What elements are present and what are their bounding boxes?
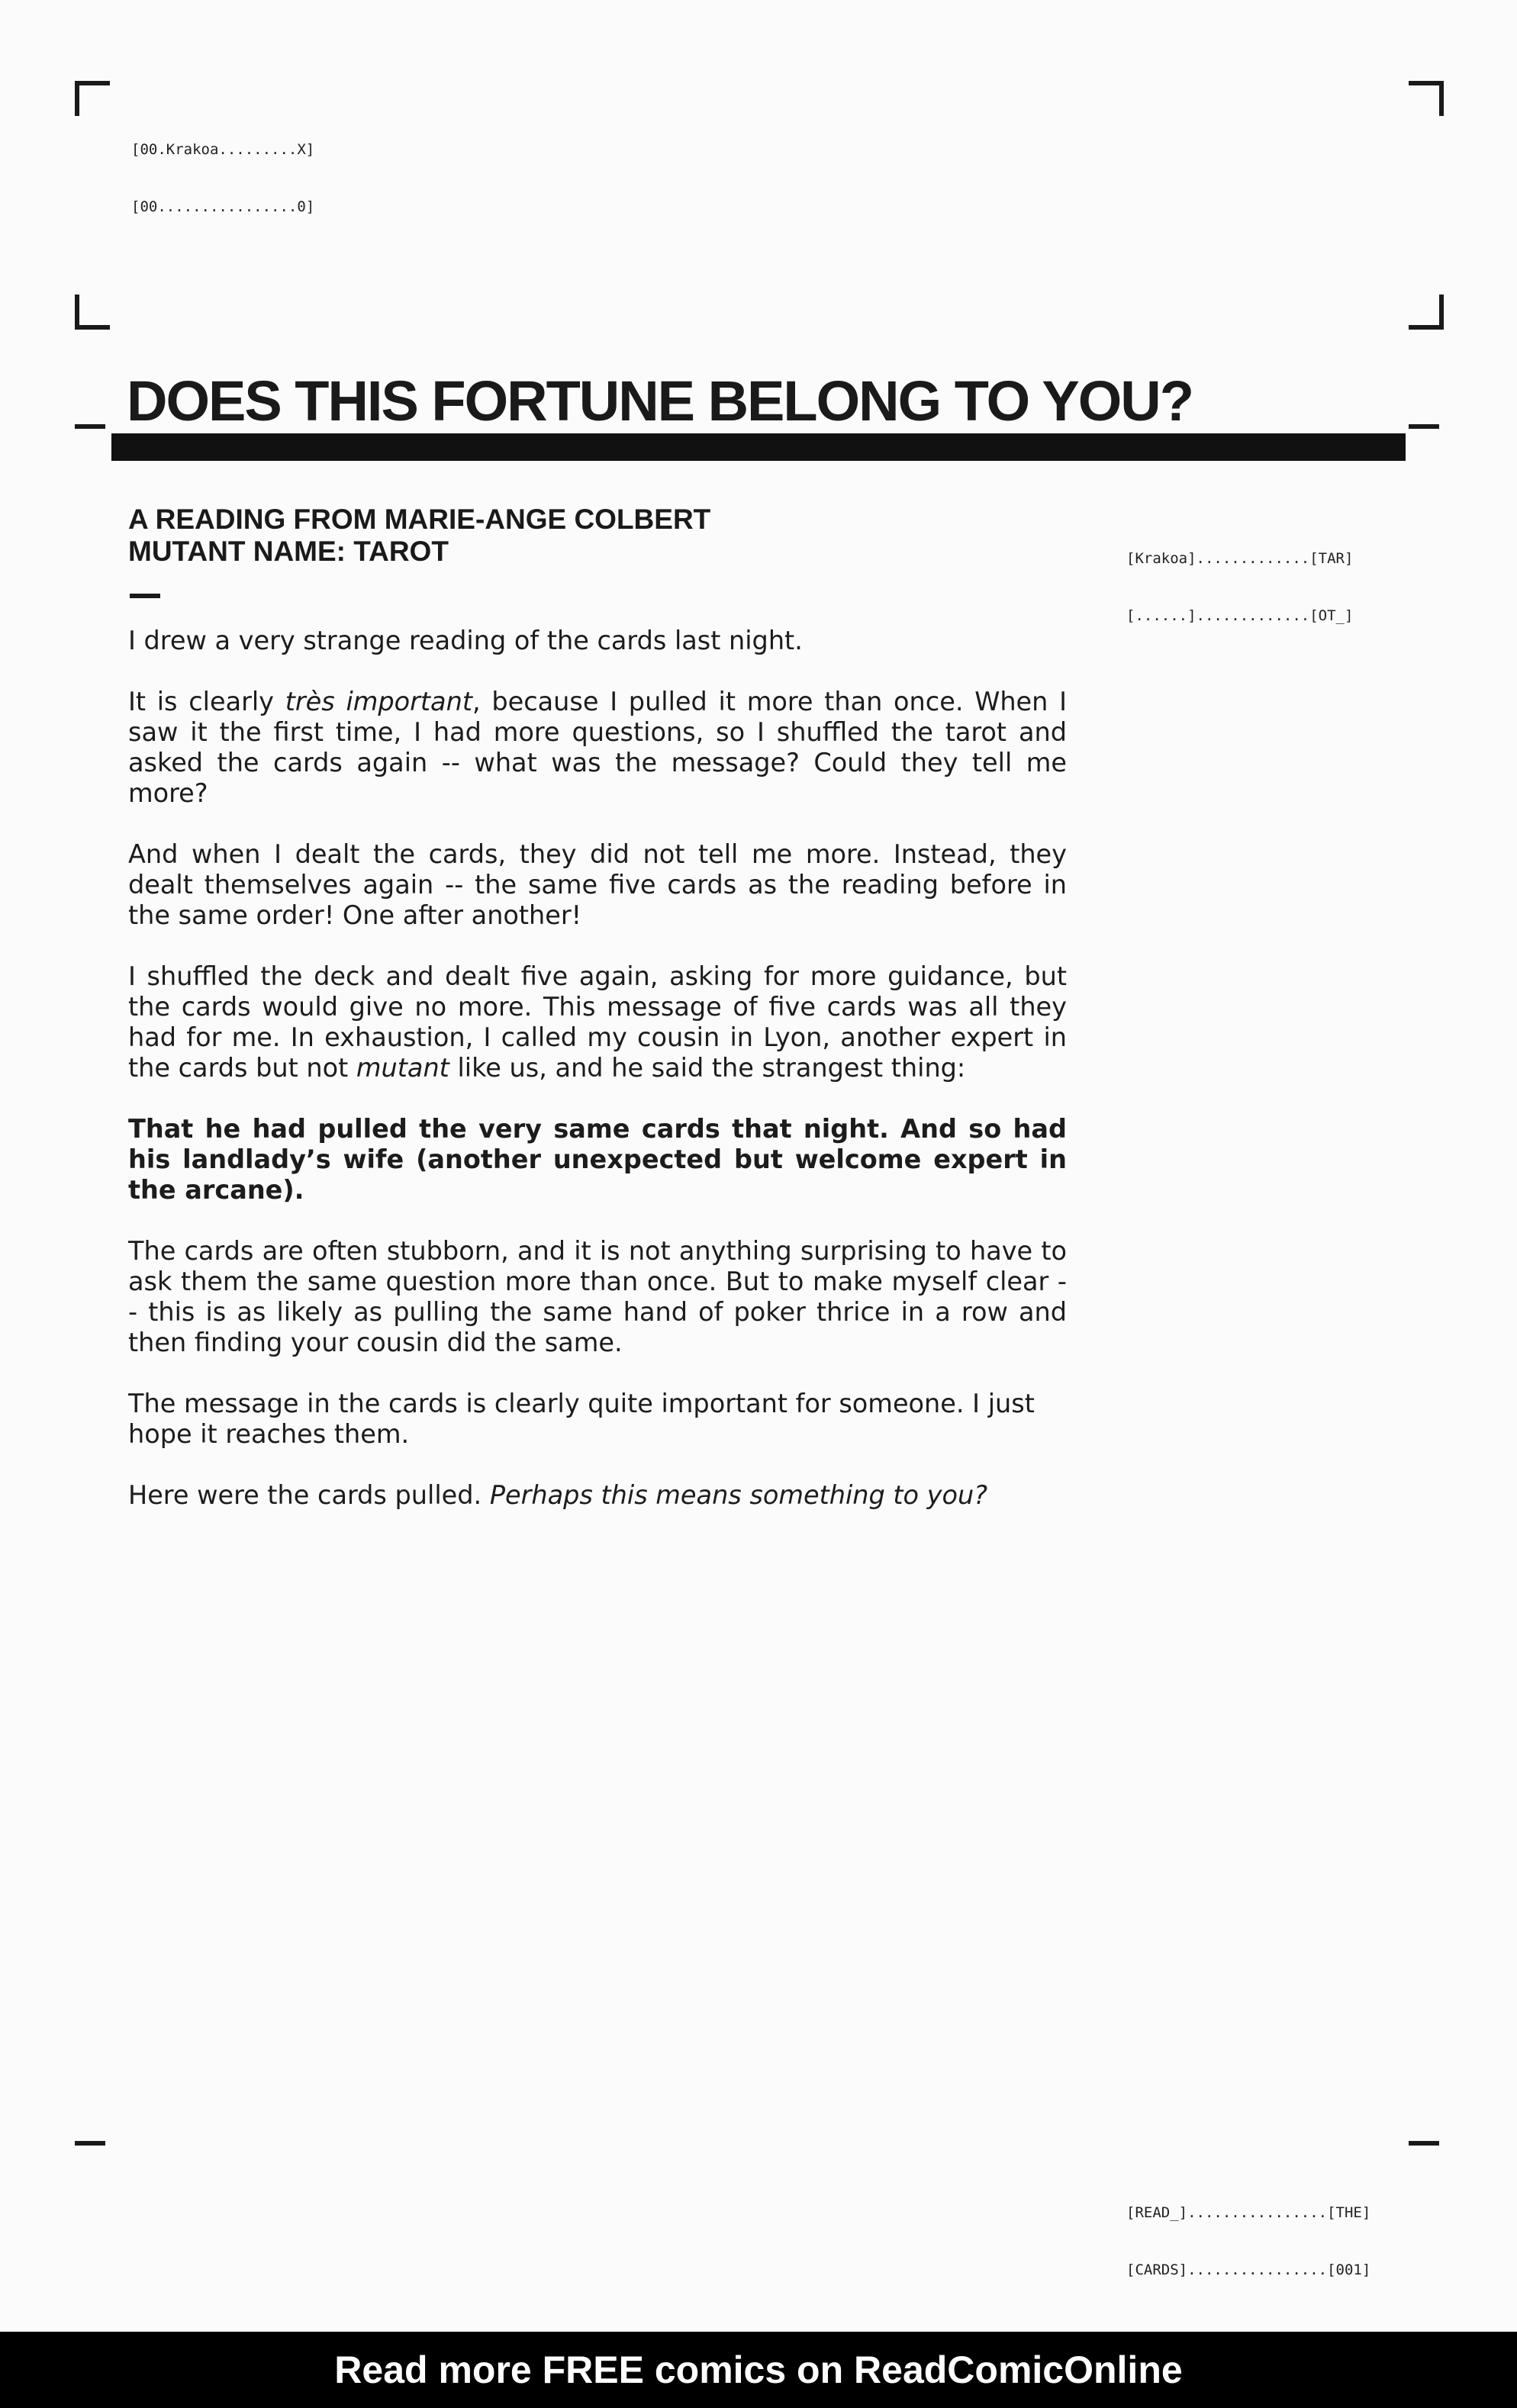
byline <box>128 504 710 568</box>
frame-dash-right-bottom <box>1409 2141 1439 2146</box>
paragraph: And when I dealt the cards, they did not tell me more. Instead, they dealt themselves again -- the same five cards as the reading before in the same order! One after another! <box>128 839 1067 930</box>
frame-dash-left-title <box>75 424 105 429</box>
paragraph: I drew a very strange reading of the cards last night. <box>128 626 803 655</box>
footer-code-line: [CARDS]................[001] <box>1126 2262 1371 2278</box>
paragraph: I shuffled the deck and dealt five again, asking for more guidance, but the cards would give no more. This message of five cards was all they had for me. In exhaustion, I called my cousin in Lyon, another expert in the cards but not mutant like us, and he said the strangest thing: <box>128 961 1067 1083</box>
frame-dash-left-bottom <box>75 2141 105 2146</box>
page-title: DOES THIS FORTUNE BELONG TO YOU? <box>127 369 1193 433</box>
frame-corner-mid-right <box>1409 295 1444 330</box>
paragraph: The message in the cards is clearly quite important for someone. I just hope it reaches them. <box>128 1389 1035 1449</box>
paragraph-bold: That he had pulled the very same cards that night. And so had his landlady’s wife (another unexpected but welcome expert in the arcane). <box>128 1114 1067 1205</box>
frame-corner-top-right <box>1409 81 1444 116</box>
byline-mutant-name: MUTANT NAME: TAROT <box>128 536 449 567</box>
section-dash <box>130 594 160 598</box>
side-code-line: [Krakoa].............[TAR] <box>1126 550 1354 567</box>
article-body <box>128 626 1067 1541</box>
header-code-line: [00.Krakoa.........X] <box>131 141 315 158</box>
title-underline-bar <box>111 433 1406 461</box>
side-code <box>1126 511 1353 645</box>
emphasis: très important <box>285 687 472 716</box>
footer-code-line: [READ_]................[THE] <box>1126 2204 1371 2221</box>
footer-code <box>1126 2165 1370 2299</box>
byline-author: A READING FROM MARIE-ANGE COLBERT <box>128 504 711 535</box>
paragraph: It is clearly très important, because I pulled it more than once. When I saw it the first time, I had more questions, so I shuffled the tarot and asked the cards again -- what was the message? Could they tell me more? <box>128 687 1068 808</box>
frame-corner-top-left <box>75 81 110 116</box>
frame-corner-mid-left <box>75 295 110 330</box>
emphasis: Perhaps this means something to you? <box>489 1480 988 1510</box>
frame-dash-right-title <box>1409 424 1439 429</box>
side-code-line: [......].............[OT_] <box>1126 607 1354 624</box>
header-code-line: [00................0] <box>131 198 315 215</box>
emphasis: mutant <box>356 1053 449 1083</box>
header-code <box>131 102 314 236</box>
paragraph: Here were the cards pulled. Perhaps this means something to you? <box>128 1480 988 1510</box>
footer-banner-link[interactable]: Read more FREE comics on ReadComicOnline <box>334 2348 1183 2391</box>
paragraph: The cards are often stubborn, and it is not anything surprising to have to ask them the same question more than once. But to make myself clear -- this is as likely as pulling the same hand of poker thrice in a row and then finding your cousin did the same. <box>128 1236 1067 1357</box>
